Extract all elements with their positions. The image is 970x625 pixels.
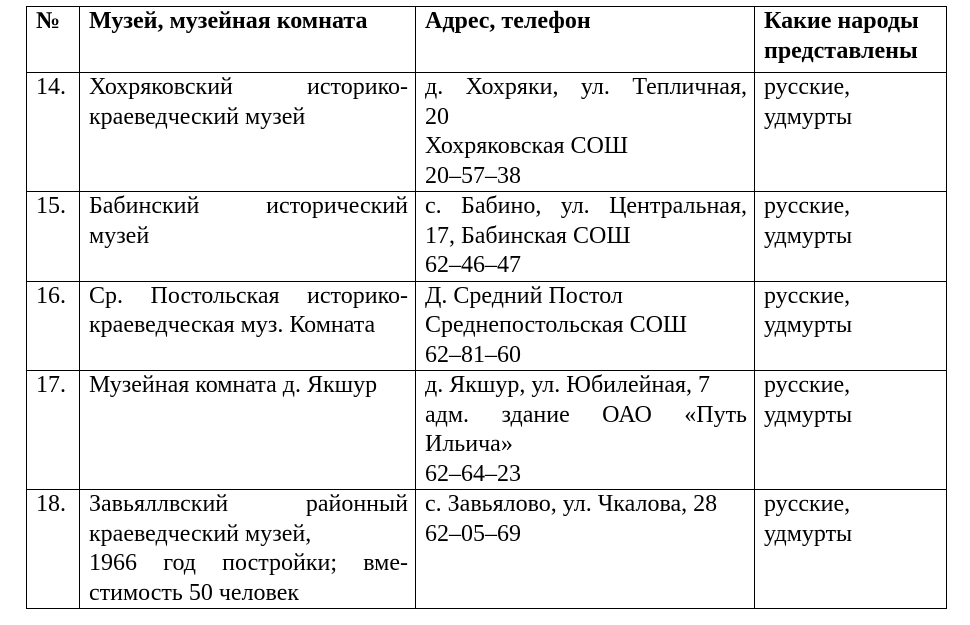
table-row [27,371,947,490]
phone-line: 62–64–23 [425,460,521,487]
address-cell [416,490,755,609]
table-row [27,281,947,371]
row-number: 16. [27,281,80,371]
peoples-line: удмурты [764,222,853,249]
museum-name-line: краеведческий музей, [89,520,312,547]
museum-name-cell [80,371,416,490]
peoples-cell [755,371,947,490]
header-number: № [27,7,80,73]
peoples-line: русские, [764,282,851,309]
peoples-cell [755,73,947,192]
address-line: Среднепостольская СОШ [425,312,688,338]
address-line: Д. Средний Постол [425,282,623,309]
museum-name-line: Музейная комната д. Якшур [89,372,378,398]
address-line: с. Бабино, ул. Центральная, [425,193,747,219]
museum-name-line: Ср. Постольская историко- [89,282,408,309]
peoples-line: русские, [764,372,851,398]
museum-name-line: краеведческая муз. Комната [89,312,376,338]
address-cell [416,73,755,192]
museum-name-cell [80,73,416,192]
peoples-line: удмурты [764,312,853,338]
phone-line: 62–81–60 [425,341,521,368]
header-museum-name: Музей, музейная комната [80,7,416,73]
museum-name-cell [80,192,416,282]
table-row [27,73,947,192]
header-peoples-line: Какие народы [764,8,919,34]
address-cell [416,371,755,490]
museum-name-line: Завьяллвский районный [89,491,408,517]
peoples-line: русские, [764,74,851,100]
museum-name-cell [80,281,416,371]
address-cell [416,192,755,282]
address-line: д. Хохряки, ул. Тепличная, [425,74,747,100]
museum-name-line: стимость 50 человек [89,579,300,606]
address-line: адм. здание ОАО «Путь [425,401,747,428]
museum-name-line: краеведческий музей [89,103,306,130]
table-row [27,192,947,282]
address-line: 20 [425,103,449,130]
row-number: 15. [27,192,80,282]
museum-name-line: Бабинский исторический [89,193,408,219]
peoples-cell [755,490,947,609]
peoples-cell [755,192,947,282]
address-line: д. Якшур, ул. Юбилейная, 7 [425,372,711,398]
phone-line: 62–46–47 [425,252,521,278]
row-number: 17. [27,371,80,490]
address-cell [416,281,755,371]
table-header-row [27,7,947,73]
peoples-line: удмурты [764,520,853,547]
table-row [27,490,947,609]
address-line: 17, Бабинская СОШ [425,222,631,249]
phone-line: 62–05–69 [425,520,521,547]
peoples-line: удмурты [764,401,853,428]
museum-name-line: музей [89,222,150,249]
museum-name-line: Хохряковский историко- [89,74,408,100]
peoples-line: русские, [764,193,851,219]
phone-line: 20–57–38 [425,162,521,189]
address-line: с. Завьялово, ул. Чкалова, 28 [425,491,718,517]
museums-table [26,6,947,609]
row-number: 14. [27,73,80,192]
museum-name-cell [80,490,416,609]
row-number: 18. [27,490,80,609]
peoples-line: русские, [764,491,851,517]
header-peoples [755,7,947,73]
peoples-cell [755,281,947,371]
address-line: Ильича» [425,431,513,457]
museum-name-line: 1966 год постройки; вме- [89,550,408,576]
header-address-phone: Адрес, телефон [416,7,755,73]
peoples-line: удмурты [764,103,853,130]
header-peoples-line: представлены [764,37,918,64]
address-line: Хохряковская СОШ [425,133,629,159]
